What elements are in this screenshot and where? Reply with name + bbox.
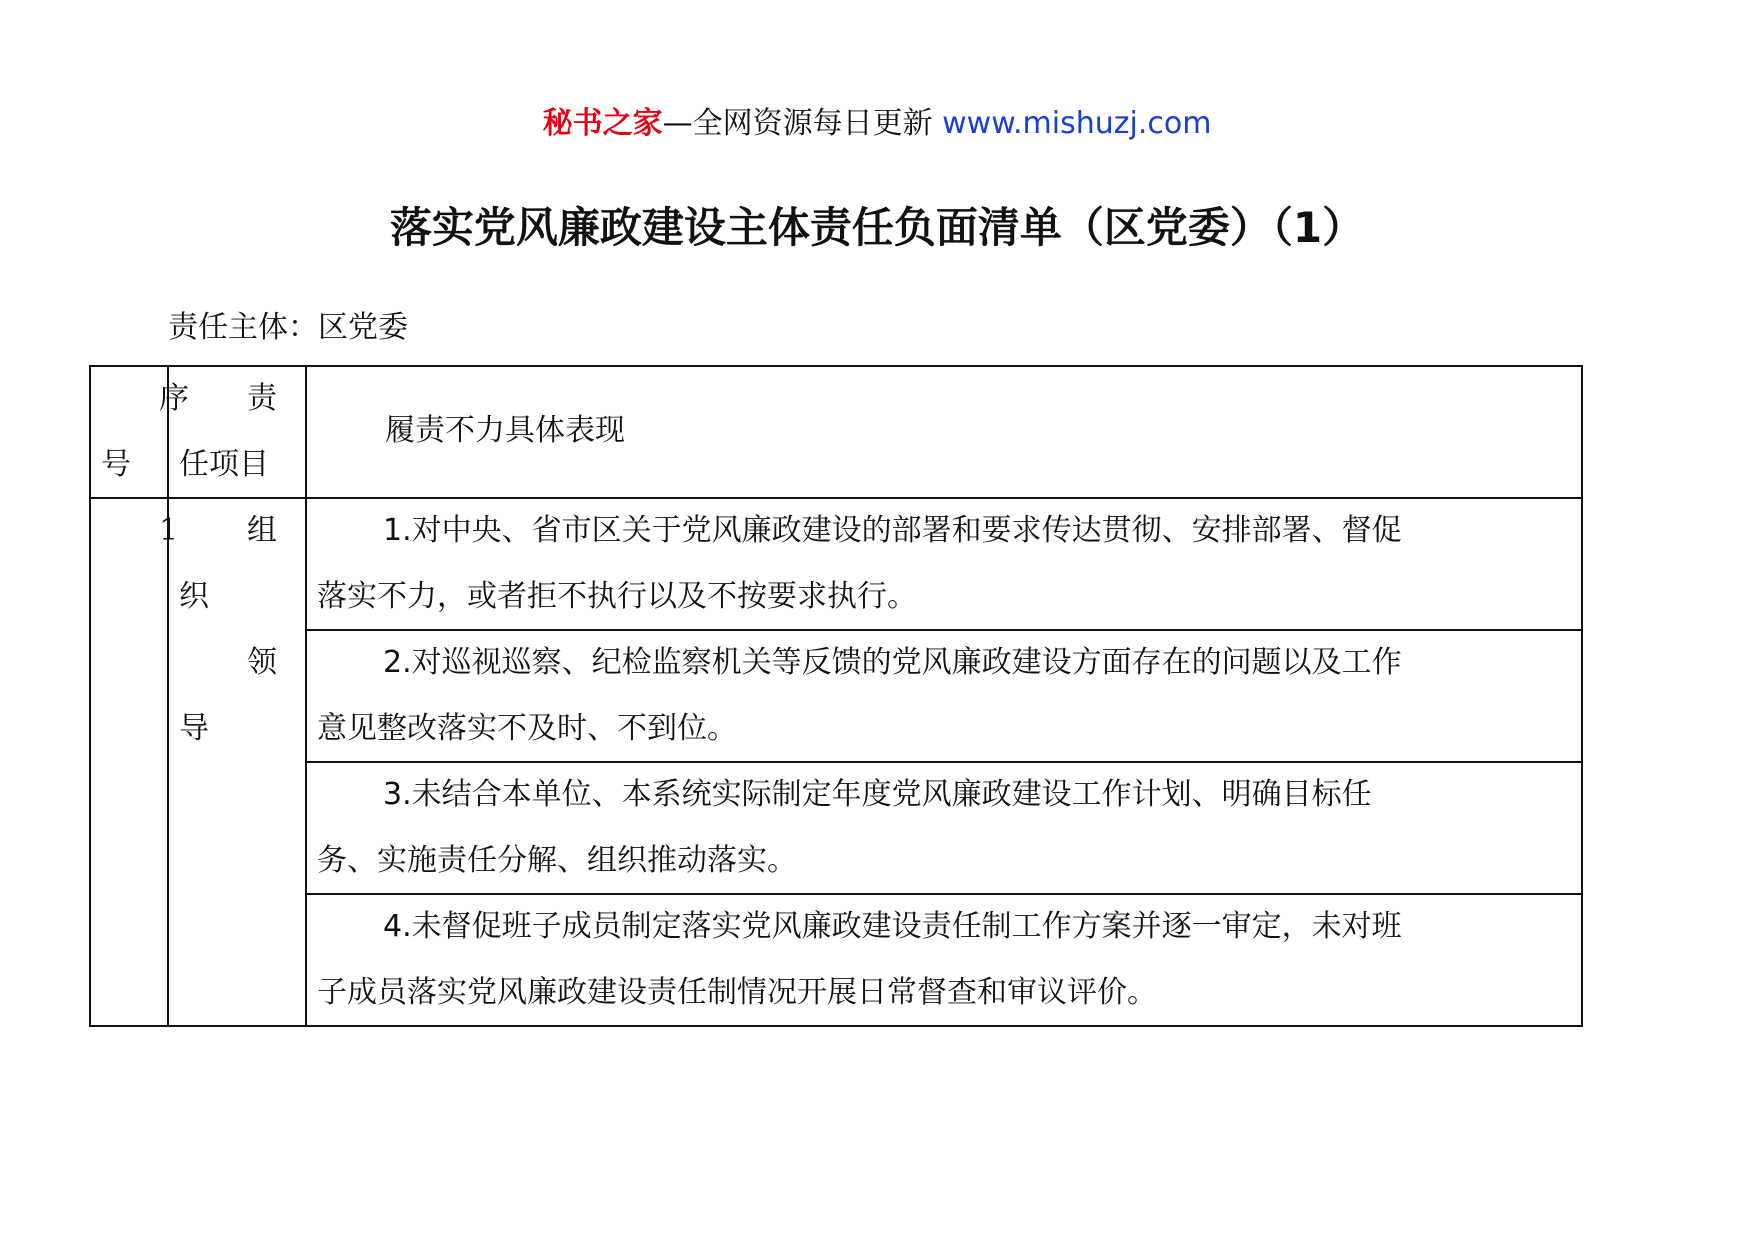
table-row (90, 762, 1582, 894)
row-item-line1: 组 (247, 513, 277, 548)
document-title: 落实党风廉政建设主体责任负面清单（区党委）（1） (389, 203, 1365, 252)
row-item-line4: 导 (179, 711, 209, 746)
desc-2-line2: 意见整改落实不及时、不到位。 (317, 711, 737, 746)
row-seq-cell (90, 498, 179, 1026)
header-seq-cell (90, 366, 189, 498)
header-item-line2: 任项目 (179, 447, 269, 482)
row-desc-cell-3 (306, 762, 1582, 894)
desc-4-line1: 4.未督促班子成员制定落实党风廉政建设责任制工作方案并逐一审定，未对班 (383, 909, 1402, 944)
desc-3-line2: 务、实施责任分解、组织推动落实。 (317, 843, 797, 878)
header-seq-line1: 序 (159, 381, 189, 416)
desc-1-line2: 落实不力，或者拒不执行以及不按要求执行。 (317, 579, 917, 614)
table-row (90, 498, 1582, 630)
header-item-cell (168, 366, 306, 498)
row-item-line2: 织 (179, 579, 209, 614)
header-seq-line2: 号 (101, 447, 131, 482)
row-item-cell (168, 498, 306, 1026)
header-desc-label: 履责不力具体表现 (385, 413, 625, 448)
responsibility-subject: 责任主体：区党委 (168, 310, 408, 345)
desc-2-line1: 2.对巡视巡察、纪检监察机关等反馈的党风廉政建设方面存在的问题以及工作 (383, 645, 1402, 680)
site-header (0, 104, 1754, 144)
desc-4-line2: 子成员落实党风廉政建设责任制情况开展日常督查和审议评价。 (317, 975, 1157, 1010)
table-header-row (90, 366, 1582, 498)
header-desc-cell (306, 366, 1582, 498)
header-item-line1: 责 (247, 381, 277, 416)
site-url-link[interactable]: www.mishuzj.com (942, 106, 1212, 141)
row-desc-cell-2 (306, 630, 1582, 762)
row-seq-number: 1 (159, 513, 179, 548)
table-row (90, 630, 1582, 762)
table-row (90, 894, 1582, 1026)
tagline: —全网资源每日更新 (662, 106, 933, 141)
brand-name: 秘书之家 (542, 106, 663, 141)
row-desc-cell-1 (306, 498, 1582, 630)
row-desc-cell-4 (306, 894, 1582, 1026)
row-item-line3: 领 (247, 645, 277, 680)
desc-3-line1: 3.未结合本单位、本系统实际制定年度党风廉政建设工作计划、明确目标任 (383, 777, 1372, 812)
desc-1-line1: 1.对中央、省市区关于党风廉政建设的部署和要求传达贯彻、安排部署、督促 (383, 513, 1402, 548)
negative-list-table (89, 365, 1583, 1027)
